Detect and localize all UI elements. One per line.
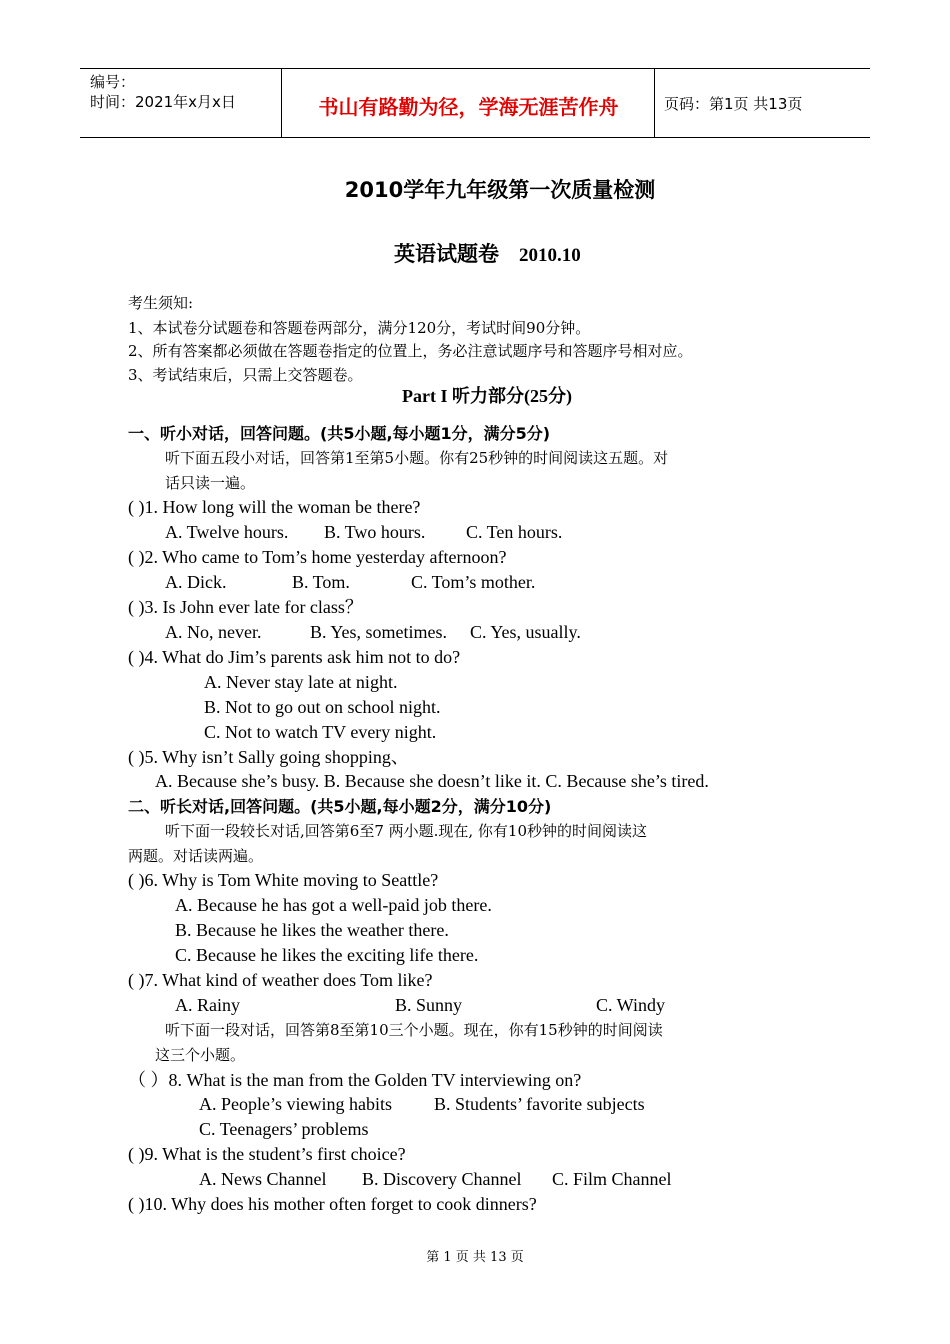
page-info: 页码：第1页 共13页 (664, 95, 803, 113)
answer-option: B. Two hours. (324, 522, 426, 542)
subtitle-text: 英语试题卷 (394, 242, 499, 266)
section-instruction: 听下面五段小对话，回答第1至第5小题。你有25秒钟的时间阅读这五题。对 (165, 449, 669, 467)
answer-option: A. Because he has got a well-paid job there. (175, 895, 492, 915)
answer-option: B. Yes, sometimes. (310, 622, 448, 642)
answer-option: C. Film Channel (552, 1169, 672, 1189)
question-stem: ( )7. What kind of weather does Tom like? (128, 970, 433, 990)
section-instruction: 听下面一段对话，回答第8至第10三个小题。现在，你有15秒钟的时间阅读 (165, 1021, 663, 1039)
question-stem: ( )9. What is the student’s first choice? (128, 1144, 406, 1164)
question-stem: ( )4. What do Jim’s parents ask him not to do? (128, 647, 461, 667)
answer-option: C. Tom’s mother. (411, 572, 536, 592)
question-stem: ( )6. Why is Tom White moving to Seattle? (128, 870, 439, 890)
answer-option: A. No, never. (165, 622, 262, 642)
page-footer: 第 1 页 共 13 页 (426, 1250, 524, 1265)
question-stem: ( )10. Why does his mother often forget to cook dinners? (128, 1194, 537, 1214)
question-stem: ( )2. Who came to Tom’s home yesterday afternoon? (128, 547, 507, 567)
notice-item: 2、所有答案都必须做在答题卷指定的位置上，务必注意试题序号和答题序号相对应。 (128, 342, 693, 360)
answer-option: B. Discovery Channel (362, 1169, 522, 1189)
notice-item: 1、本试卷分试题卷和答题卷两部分，满分120分，考试时间90分钟。 (128, 319, 591, 337)
answer-option: A. Twelve hours. (165, 522, 289, 542)
answer-option: C. Windy (596, 995, 665, 1015)
answer-option: A. Never stay late at night. (204, 672, 398, 692)
exam-date: 2010.10 (519, 245, 581, 266)
time-label: 时间：2021年x月x日 (90, 93, 236, 111)
section-instruction: 两题。对话读两遍。 (128, 847, 264, 865)
header-motto: 书山有路勤为径，学海无涯苦作舟 (318, 95, 619, 119)
section-instruction: 这三个小题。 (155, 1046, 246, 1064)
answer-options-line: A. Because she’s busy. B. Because she doesn’t like it. C. Because she’s tired. (155, 771, 709, 791)
answer-option: B. Students’ favorite subjects (434, 1094, 645, 1114)
answer-option: C. Teenagers’ problems (199, 1119, 369, 1139)
answer-option: A. Dick. (165, 572, 227, 592)
section-instruction: 话只读一遍。 (165, 474, 256, 492)
answer-option: B. Because he likes the weather there. (175, 920, 449, 940)
answer-option: A. News Channel (199, 1169, 327, 1189)
notice-item: 3、考试结束后，只需上交答题卷。 (128, 366, 363, 384)
section-heading: 一、听小对话，回答问题。(共5小题,每小题1分，满分5分) (128, 424, 551, 443)
answer-option: C. Yes, usually. (470, 622, 581, 642)
answer-option: B. Not to go out on school night. (204, 697, 441, 717)
answer-option: A. People’s viewing habits (199, 1094, 392, 1114)
answer-option: B. Sunny (395, 995, 463, 1015)
answer-option: C. Because he likes the exciting life there. (175, 945, 479, 965)
answer-option: C. Ten hours. (466, 522, 563, 542)
question-stem: ( )3. Is John ever late for class？ (128, 597, 363, 617)
document-header (80, 68, 870, 138)
answer-option: B. Tom. (292, 572, 350, 592)
exam-subtitle (394, 238, 581, 268)
answer-option: C. Not to watch TV every night. (204, 722, 437, 742)
question-stem: ( )5. Why isn’t Sally going shopping、 (128, 747, 409, 767)
question-stem: （ ）8. What is the man from the Golden TV interviewing on? (128, 1070, 582, 1090)
part-heading: Part I 听力部分(25分) (402, 386, 572, 406)
notice-heading: 考生须知: (128, 294, 194, 312)
question-stem: ( )1. How long will the woman be there? (128, 497, 421, 517)
section-heading: 二、听长对话,回答问题。(共5小题,每小题2分，满分10分) (128, 797, 552, 816)
exam-title: 2010学年九年级第一次质量检测 (344, 178, 656, 202)
answer-option: A. Rainy (175, 995, 240, 1015)
section-instruction: 听下面一段较长对话,回答第6至7 两小题.现在, 你有10秒钟的时间阅读这 (165, 822, 648, 840)
number-label: 编号： (90, 73, 136, 91)
